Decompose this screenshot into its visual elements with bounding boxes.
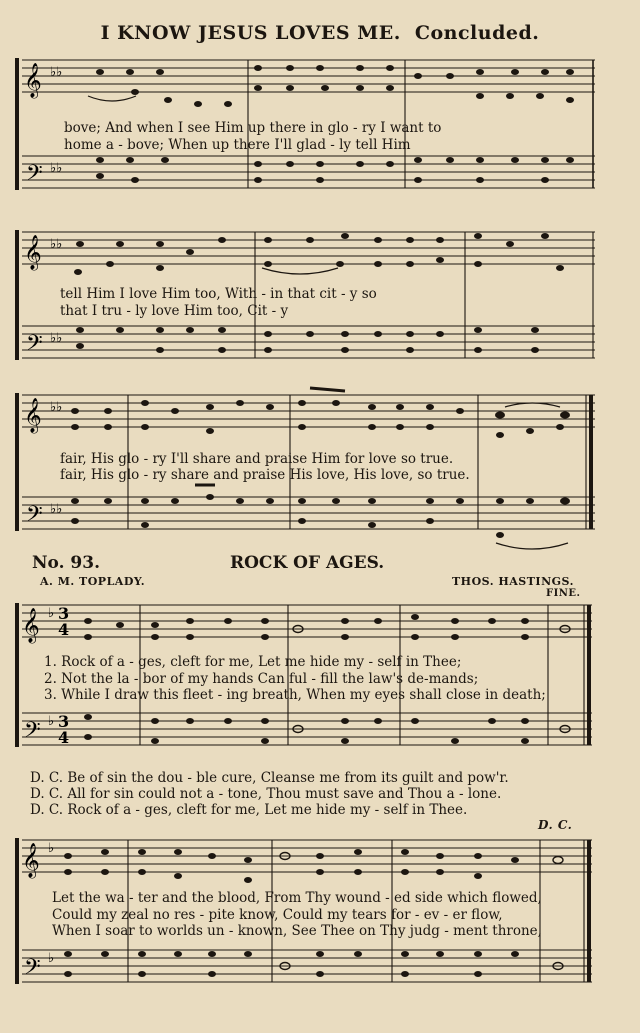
svg-text:𝄞: 𝄞 bbox=[24, 63, 42, 98]
svg-text:𝄢: 𝄢 bbox=[24, 718, 41, 748]
hymnal-page: I KNOW JESUS LOVES ME. Concluded. 𝄞 𝄢 ♭♭ ♭♭ bove; And when I see Him up there in glo - ry I want to home a - bove; When up there I'll glad - ly tell Him 𝄞 𝄢 ♭♭ ♭♭ tell Him I love Him too, With - in that cit - y so that I tru - ly love Him too, Cit - y 𝄞 𝄢 ♭♭ ♭♭ fair, His glo - ry I'll share and praise Him for love so true. fair, His glo - ry share and praise His love, His love, so true. No. 93. ROCK OF AGES. A. M. TOPLADY. THOS. HASTINGS. FINE. 𝄞 𝄢 ♭ ♭ 3 4 3 4 1. Rock of a - ges, cleft for me, Let me hide my - self in Thee; 2. Not the la - bor of my hands Can ful - fill the law's de-mands; 3. While I draw this fleet - ing breath, When my eyes shall close in death; D. C. Be of sin the dou - ble cure, Cleanse me from its guilt and pow'r. D. C. All for sin could not a - tone, Thou must save and Thou a - lone. D. C. Rock of a - ges, cleft for me, Let me hide my - self in Thee. D. C. 𝄞 𝄢 ♭ ♭ Let the wa - ter and the blood, From Thy wound - ed side which flowed, Could my zeal no res - pite know, Could my tears for - ev - er flow, When I soar to worlds un - known, See Thee on Thy judg - ment throne, bbox=[0, 0, 640, 1033]
svg-text:𝄢: 𝄢 bbox=[24, 955, 41, 985]
svg-text:4: 4 bbox=[58, 620, 70, 639]
svg-text:♭♭: ♭♭ bbox=[50, 502, 63, 517]
svg-text:♭: ♭ bbox=[48, 951, 55, 966]
hymn-composer: THOS. HASTINGS. bbox=[452, 575, 574, 588]
svg-text:𝄞: 𝄞 bbox=[22, 843, 40, 878]
hymn-title: ROCK OF AGES. bbox=[230, 553, 385, 573]
svg-text:♭: ♭ bbox=[48, 606, 55, 621]
svg-text:3: 3 bbox=[58, 604, 70, 623]
svg-text:♭♭: ♭♭ bbox=[50, 400, 63, 415]
svg-text:3: 3 bbox=[58, 712, 70, 731]
svg-text:♭♭: ♭♭ bbox=[50, 65, 63, 80]
dc-marking: D. C. bbox=[538, 818, 573, 832]
svg-text:𝄞: 𝄞 bbox=[22, 608, 40, 643]
svg-text:𝄞: 𝄞 bbox=[24, 235, 42, 270]
title-suffix: Concluded. bbox=[414, 22, 540, 44]
svg-text:♭: ♭ bbox=[48, 714, 55, 729]
song-title: I KNOW JESUS LOVES ME. bbox=[100, 22, 401, 44]
svg-text:♭: ♭ bbox=[48, 841, 55, 856]
svg-text:♭♭: ♭♭ bbox=[50, 237, 63, 252]
fine-marking: FINE. bbox=[546, 588, 581, 599]
svg-text:4: 4 bbox=[58, 728, 70, 747]
hymn-number: No. 93. bbox=[32, 553, 100, 573]
svg-text:𝄢: 𝄢 bbox=[26, 161, 43, 191]
hymn-author: A. M. TOPLADY. bbox=[40, 575, 146, 588]
svg-text:𝄢: 𝄢 bbox=[26, 331, 43, 361]
page-title bbox=[0, 22, 640, 44]
svg-text:♭♭: ♭♭ bbox=[50, 331, 63, 346]
svg-text:𝄢: 𝄢 bbox=[26, 502, 43, 532]
svg-text:𝄞: 𝄞 bbox=[24, 398, 42, 433]
svg-text:♭♭: ♭♭ bbox=[50, 161, 63, 176]
